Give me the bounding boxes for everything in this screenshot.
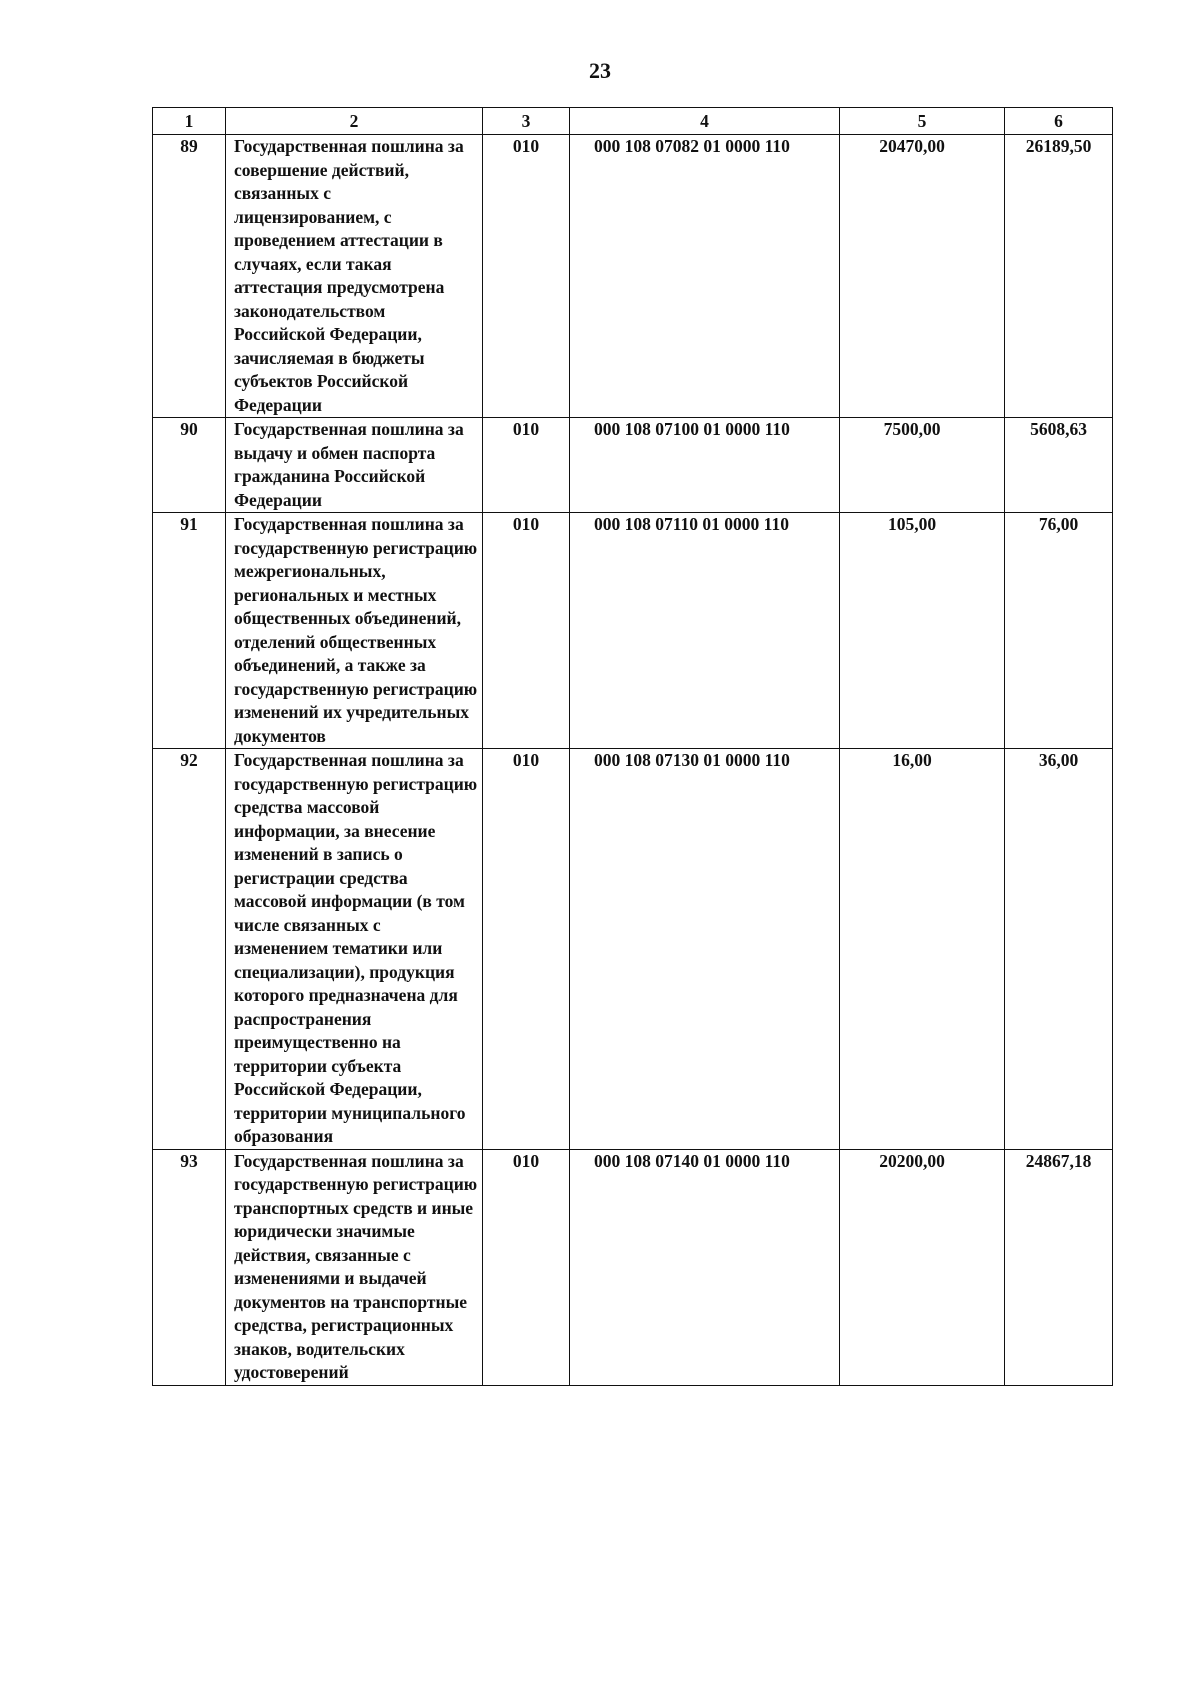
row-budget-code: 000 108 07082 01 0000 110 <box>570 135 840 418</box>
page-number: 23 <box>589 58 611 83</box>
column-header-3: 3 <box>483 108 570 135</box>
column-header-6: 6 <box>1005 108 1113 135</box>
row-value-col6: 26189,50 <box>1005 135 1113 418</box>
row-description: Государственная пошлина за выдачу и обмен паспорта гражданина Российской Федерации <box>226 418 483 513</box>
row-value-col5: 20200,00 <box>840 1149 1005 1385</box>
row-number: 93 <box>153 1149 226 1385</box>
row-admin-code: 010 <box>483 418 570 513</box>
column-header-2: 2 <box>226 108 483 135</box>
row-description: Государственная пошлина за совершение действий, связанных с лицензированием, с проведением аттестации в случаях, если такая аттестация предусмотрена законодательством Российской Федерации, зачисляемая в бюджеты субъектов Российской Федерации <box>226 135 483 418</box>
row-budget-code: 000 108 07130 01 0000 110 <box>570 749 840 1150</box>
row-number: 89 <box>153 135 226 418</box>
table-row <box>153 1149 1113 1385</box>
row-value-col6: 5608,63 <box>1005 418 1113 513</box>
row-value-col5: 20470,00 <box>840 135 1005 418</box>
column-header-5: 5 <box>840 108 1005 135</box>
revenue-table <box>152 107 1113 1386</box>
row-value-col6: 36,00 <box>1005 749 1113 1150</box>
table-header-row <box>153 108 1113 135</box>
row-number: 92 <box>153 749 226 1150</box>
table-row <box>153 513 1113 749</box>
row-value-col5: 7500,00 <box>840 418 1005 513</box>
row-budget-code: 000 108 07140 01 0000 110 <box>570 1149 840 1385</box>
table-row <box>153 135 1113 418</box>
table-row <box>153 418 1113 513</box>
row-value-col5: 16,00 <box>840 749 1005 1150</box>
row-admin-code: 010 <box>483 135 570 418</box>
row-value-col6: 76,00 <box>1005 513 1113 749</box>
row-description: Государственная пошлина за государственную регистрацию транспортных средств и иные юридически значимые действия, связанные с изменениями и выдачей документов на транспортные средства, регистрационных знаков, водительских удостоверений <box>226 1149 483 1385</box>
row-description: Государственная пошлина за государственную регистрацию межрегиональных, региональных и местных общественных объединений, отделений общественных объединений, а также за государственную регистрацию изменений их учредительных документов <box>226 513 483 749</box>
column-header-4: 4 <box>570 108 840 135</box>
row-admin-code: 010 <box>483 749 570 1150</box>
row-budget-code: 000 108 07100 01 0000 110 <box>570 418 840 513</box>
row-number: 90 <box>153 418 226 513</box>
column-header-1: 1 <box>153 108 226 135</box>
row-admin-code: 010 <box>483 1149 570 1385</box>
row-budget-code: 000 108 07110 01 0000 110 <box>570 513 840 749</box>
row-value-col6: 24867,18 <box>1005 1149 1113 1385</box>
row-value-col5: 105,00 <box>840 513 1005 749</box>
row-admin-code: 010 <box>483 513 570 749</box>
table-row <box>153 749 1113 1150</box>
row-number: 91 <box>153 513 226 749</box>
row-description: Государственная пошлина за государственную регистрацию средства массовой информации, за внесение изменений в запись о регистрации средства массовой информации (в том числе связанных с изменением тематики или специализации), продукция которого предназначена для распространения преимущественно на территории субъекта Российской Федерации, территории муниципального образования <box>226 749 483 1150</box>
